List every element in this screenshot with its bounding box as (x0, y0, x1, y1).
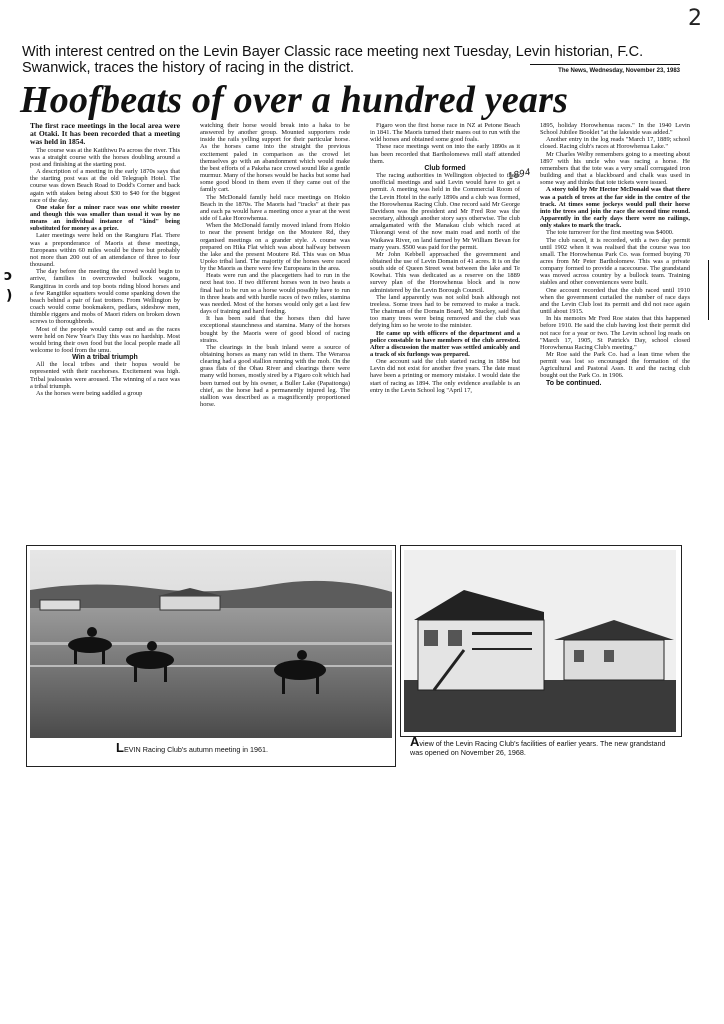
margin-mark: ɔ (4, 268, 13, 284)
handwritten-page-number: 2 (688, 6, 702, 31)
article-body (30, 122, 690, 532)
paragraph: The course was at the Katihiwu Pa across the river. This was a straight course with the horses doubling around a post and finishing at the starting post. (30, 146, 180, 168)
paragraph: One account recorded that the club raced until 1910 when the government curtailed the number of race days and the Levin Club lost its permit and did not race again until about 1915. (540, 286, 690, 316)
paragraph: watching their horse would break into a haka to be answered by another group. Mounted supporters rode inside the rails yelling support for their particular horse. As the horses came into the straight the previous excitement paled in comparison as the crowd let themselves go with an abandonment which would make the best efforts of a Pakeha race crowd sound like a gentle murmur. Many of the horses would be hacks but some had some good blood in them even if they came out of the family cart. (200, 122, 350, 194)
paragraph: Mr Charles Welby remembers going to a meeting about 1897 with his uncle who was racing a horse. He remembers that the tote was a very small corrugated iron building and that a blackboard and chalk was used in some way and thinks that tote tickets were issued. (540, 150, 690, 187)
paragraph: The day before the meeting the crowd would begin to arrive, families in overcrowded bullock wagons, Rangitiras in cords and top boots riding blood horses and a few Rangitike squatters would come spanking down the beach behind a pair of fast trotters. From Wellington by coach would come bookmakers, pedlars, sideshow men, thimble riggers and mobs of Maori riders on broken down screws to thoroughbreds. (30, 268, 180, 326)
lede-paragraph: The first race meetings in the local area were at Otaki. It has been recorded that a meeting was held in 1854. (30, 121, 180, 147)
paragraph: Another entry in the log reads "March 17, 1889; school closed. Racing club's races at Horowhenua Lake." (540, 136, 690, 151)
dateline-rule (530, 64, 680, 65)
headline: Hoofbeats of over a hundred years (20, 79, 569, 121)
handwritten-annotation: 1894 (507, 167, 532, 183)
paragraph: As the horses were being saddled a group (36, 389, 143, 397)
caption-text: view of the Levin Racing Club's facilities of earlier years. The new grandstand was opened on November 26, 1968. (410, 739, 666, 757)
dateline: The News, Wednesday, November 23, 1983 (558, 68, 680, 74)
paragraph: Mr Roe said the Park Co. had a lean time when the permit was lost so encouraged the formation of the Agricultural and Pastoral Assn. It and the racing club bought out the Park Co. in 1906. (540, 351, 690, 380)
paragraph: A story told by Mr Hector McDonald was that there was a patch of trees at the far side in the centre of the track. At times some jockeys would pull their horse into the trees and join the race the second time round. Apparently in the early days there were no railings, only stakes to mark the track. (540, 186, 690, 230)
paragraph: The racing authorities in Wellington objected to these unofficial meetings and said Levin would have to get a permit. A meeting was held in the Commercial Room of the Levin Hotel in the early 1890s and a club was formed, the Horowhenua Racing Club. One record said Mr George Davidson was the president and Mr Fred Roe was the secretary, although another story says otherwise. The club amalgamated with the Manakau club which raced at Tikorangi west of the now main road and north of the Waikawa River, on land farmed by Mr William Bevan for many years. $500 was paid for the permit. (370, 172, 520, 251)
margin-mark: ) (6, 288, 13, 304)
grandstand-photo (404, 550, 676, 732)
paragraph: These race meetings went on into the early 1890s as it has been recorded that Bartholomews mill staff attended them. (370, 143, 520, 165)
intro-standfirst: With interest centred on the Levin Bayer Classic race meeting next Tuesday, Levin historian, F.C. Swanwick, traces the history of racing in the district. (22, 44, 644, 76)
to-be-continued: To be continued. (546, 379, 602, 387)
paragraph: One account said the club started racing in 1884 but Levin did not exist for another five years. The date must have been a printing or memory mistake. I would date the start of racing as 1894. The only evidence available is an entry in the Levin School log "April 17, (370, 358, 520, 394)
column-3 (370, 122, 520, 394)
horses-racing-photo (30, 550, 392, 738)
paragraph: Figaro won the first horse race in NZ at Petone Beach in 1841. The Maoris turned their mares out to run with the wild horses and obtained some good foals. (370, 122, 520, 144)
paragraph: Mr John Kebbell approached the government and obtained the use of Levin Domain of 41 acres. It is on the south side of Queen Street west between the lake and Te Kowhai. This was dedicated as a reserve on the 1889 survey plan of the Horowhenua block and is now administered by the Levin Borough Council. (370, 250, 520, 294)
paragraph: All the local tribes and their hopus would be represented with their racehorses. Excitement was high. Tribal jealousies were aroused. The winning of a race was a tribal triumph. (30, 361, 180, 390)
caption-text: EVIN Racing Club's autumn meeting in 1961. (123, 745, 268, 754)
racing-photo (30, 550, 392, 738)
caption-drop-letter: L (116, 740, 124, 755)
subheading: Win a tribal triumph (72, 354, 138, 362)
paragraph: Later meetings were held on the Rangiuru Flat. There was a preponderance of Maoris at these meetings, Europeans within 60 miles would be there but probably not more than 200 out of an attendance of three to four thousand. (30, 232, 180, 269)
paragraph: It has been said that the horses then did have exceptional staunchness and stamina. Many of the horses bought by the Maoris were of good blood of racing strains. (200, 315, 350, 344)
paragraph: The club raced, it is recorded, with a two day permit until 1902 when it was realised that the course was too small. The Horowhenua Park Co. was formed buying 70 acres from Mr Peter Bartholomew. This was a private company formed to provide a racecourse. The grandstand was moved across country by a bullock team. Training stables and other conveniences were built. (540, 236, 690, 287)
margin-line (708, 260, 709, 320)
paragraph: The clearings in the bush inland were a source of obtaining horses as many ran wild in them. The Weraroa clearing had a good stallion running with the mob. On the grass flats of the Ohau River and clearings there were many wild horses, mostly sired by a Figaro colt which had been turned out by his owner, a Buller Lake (Papaitonga) chief, as the horse had a permanently injured leg. The stallion was described as a magnificently proportioned horse. (200, 343, 350, 409)
paragraph: One stake for a minor race was one white rooster and though this was smaller than usual it was by no means an individual instance of "kind" being substituted for money as a prize. (30, 203, 180, 233)
column-1 (30, 122, 180, 397)
paragraph: A description of a meeting in the early 1870s says that the starting post was at the old Telegraph Hotel. The course was down Beach Road to Dodd's Corner and back again with stakes being about $30 to $40 for the biggest race of the day. (30, 168, 180, 204)
caption-drop-letter: A (410, 734, 420, 749)
paragraph: The land apparently was not solid bush although not treeless. Some trees had to be removed to make a track. The chairman of the Domain Board, Mr Stuckey, said that too many trees were being removed and the club was defying him so he wrote to the minister. (370, 293, 520, 330)
paragraph: He came up with officers of the department and a police constable to have members of the club arrested. After a discussion the matter was settled amicably and a track of six furlongs was prepared. (370, 329, 520, 358)
caption-right (410, 734, 680, 757)
caption-left (116, 740, 386, 755)
paragraph: 1895, holiday Horowhenua races." In the 1940 Levin School Jubilee Booklet "at the lakeside was added." (540, 122, 690, 137)
paragraph: When the McDonald family moved inland from Hokio to near the present bridge on the Moutere Rd, they organised meetings on a grander style. A course was prepared on Hika Flat which was about halfway between the lake and the present Moutere Rd. This was on Mua Upoko tribal land. The majority of the horses were raced by the Maoris as there were few Europeans in the area. (200, 222, 350, 273)
grandstand-building-photo (404, 550, 676, 732)
paragraph: Heats were run and the placegetters had to run in the next heat too. If two different horses won in two heats a final had to be run so a horse would possibly have to run in three heats and with hurdle races of two miles, stamina was needed. Most of the horses would only get a last few days of training and hard feeding. (200, 272, 350, 316)
paragraph: The tote turnover for the first meeting was $4000. (546, 229, 674, 237)
column-4 (540, 122, 690, 387)
paragraph: The McDonald family held race meetings on Hokio Beach in the 1870s. The Maoris had "tracks" at their pas and each pa would have a meeting once a year at the west side of Lake Horowhenua. (200, 193, 350, 223)
column-2 (200, 122, 350, 408)
subheading: Club formed (424, 164, 466, 172)
paragraph: Most of the people would camp out and as the races were held on New Year's Day this was no hardship. Most would bring their own food but the local people made all welcome to food from the umu. (30, 325, 180, 354)
paragraph: In his memoirs Mr Fred Roe states that this happened before 1910. He said the club having lost their permit did not race for a year or two. The Levin school log reads on "March 17, 1905, St Patrick's Day, school closed Horowhenua Racing Club's meeting." (540, 315, 690, 351)
